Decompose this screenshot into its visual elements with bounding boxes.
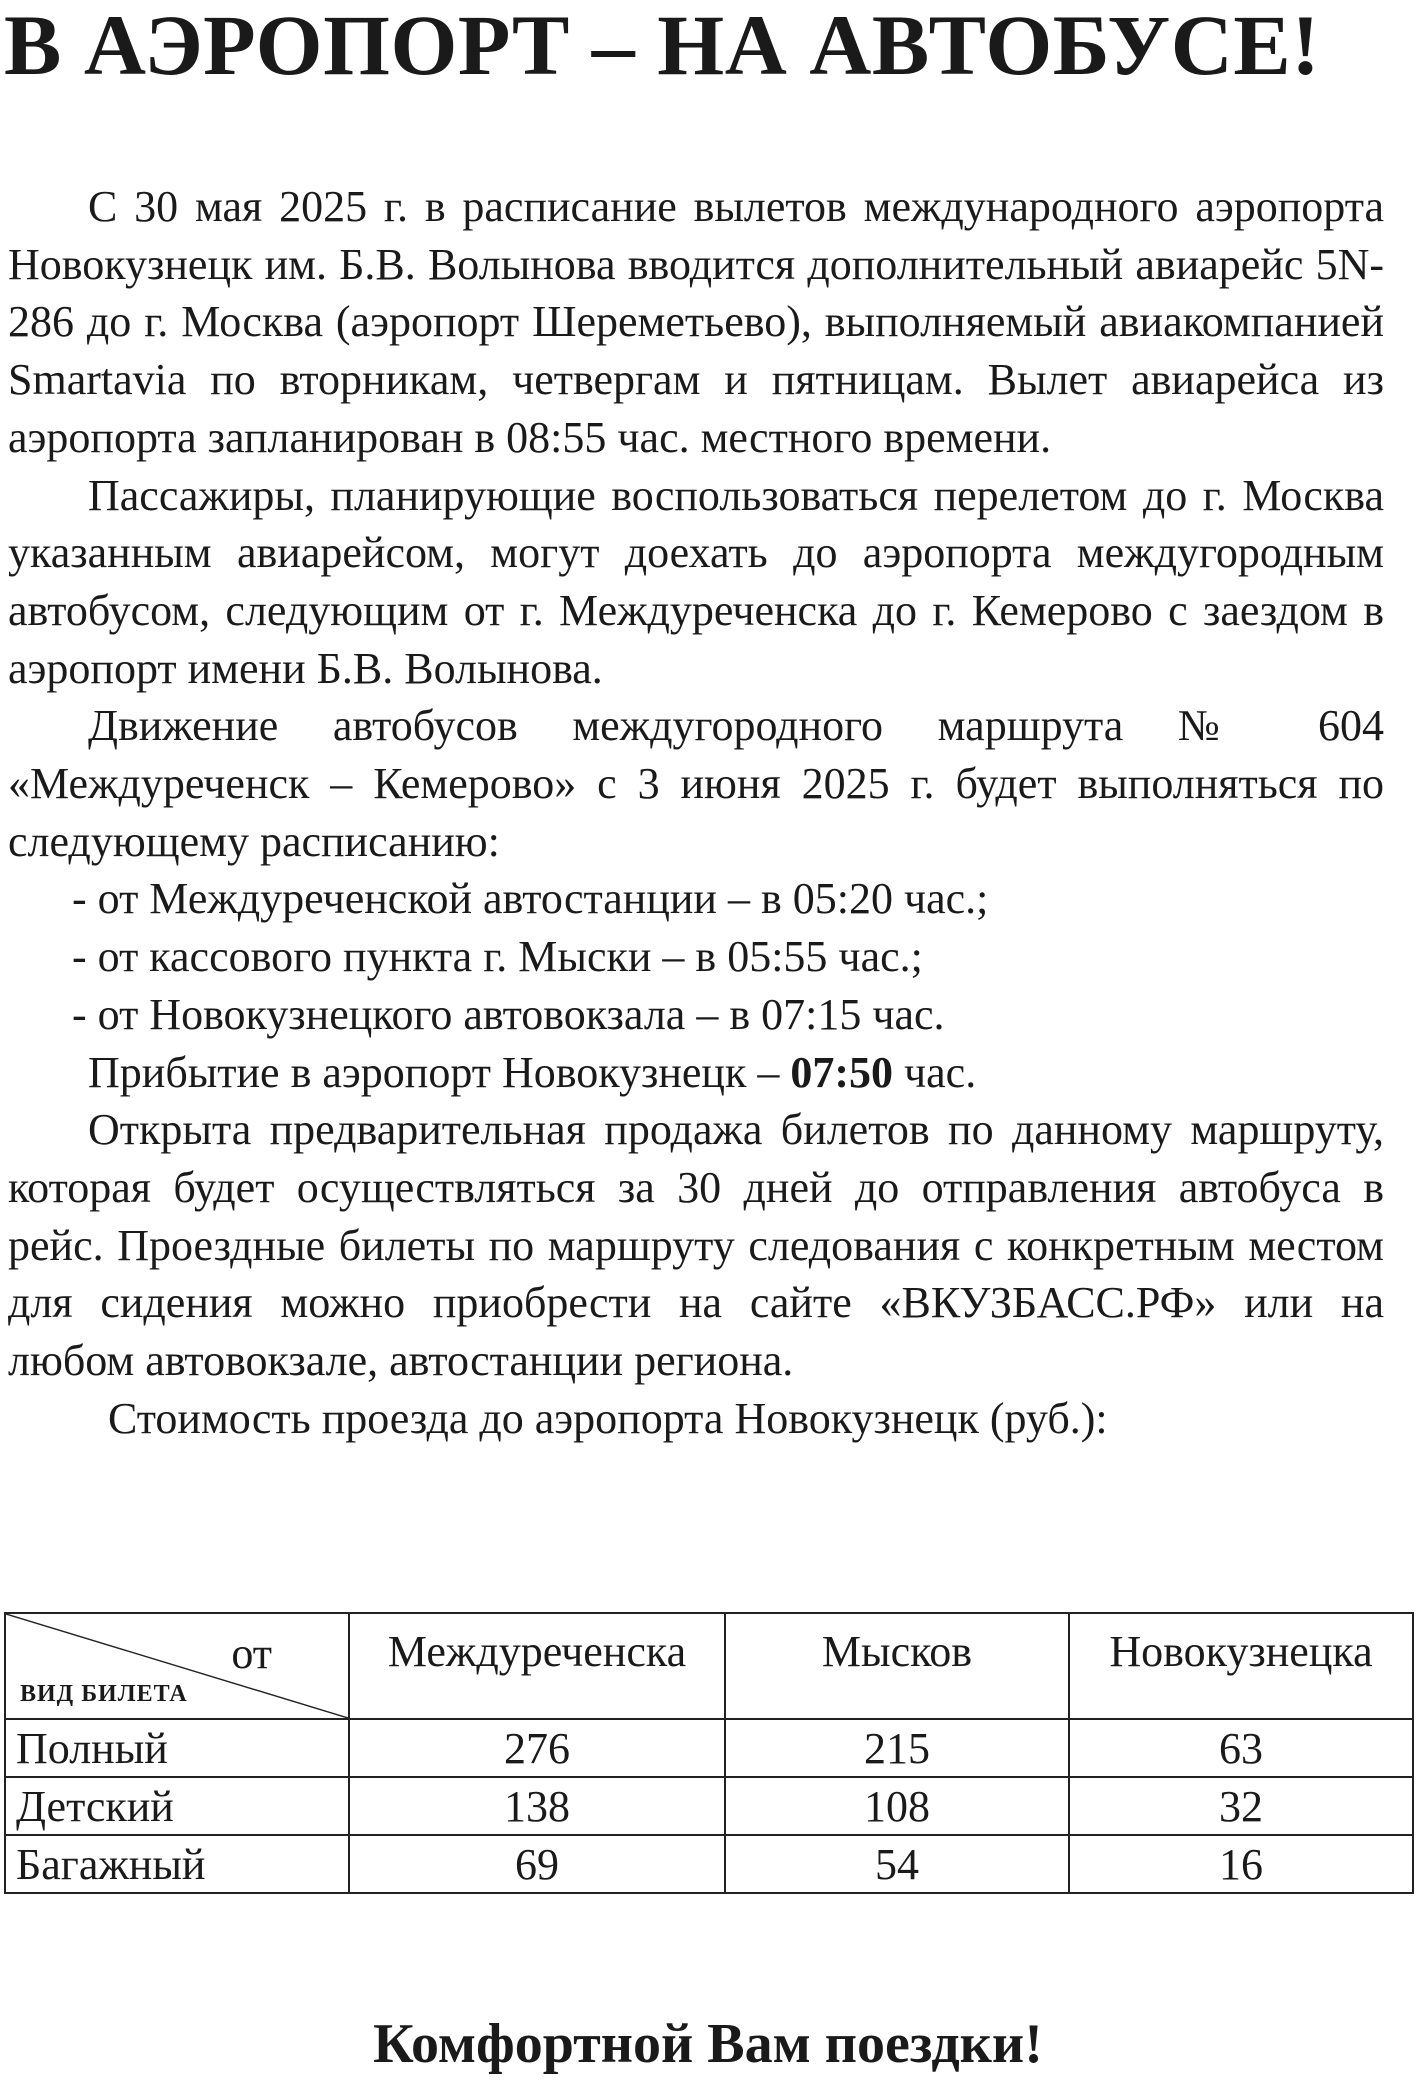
fare-value: 63 bbox=[1069, 1719, 1413, 1777]
paragraph-ticket-sales: Открыта предварительная продажа билетов по данному маршруту, которая будет осуществляться за 30 дней до отправления автобуса в рейс. Проездные билеты по маршруту следования с конкретным местом для сидения можно приобрести на сайте «ВКУЗБАСС.РФ» или на любом автовокзале, автостанции региона. bbox=[8, 1105, 1384, 1386]
fare-table bbox=[4, 1612, 1414, 1894]
fare-table-header bbox=[5, 1613, 1413, 1719]
ticket-kind: Полный bbox=[5, 1719, 349, 1777]
column-mezhdurechensk: Междуреченска bbox=[349, 1613, 725, 1719]
corner-ticket-kind-label: ВИД БИЛЕТА bbox=[20, 1681, 188, 1707]
fare-value: 276 bbox=[349, 1719, 725, 1777]
column-myski: Мысков bbox=[725, 1613, 1069, 1719]
fare-value: 108 bbox=[725, 1777, 1069, 1835]
table-row-child bbox=[5, 1777, 1413, 1835]
paragraph-new-flight: С 30 мая 2025 г. в расписание вылетов международного аэропорта Новокузнецк им. Б.В. Волынова вводится дополнительный авиарейс 5N-286 до г. Москва (аэропорт Шереметьево), выполняемый авиакомпанией Smartavia по вторникам, четвергам и пятницам. Вылет авиарейса из аэропорта запланирован в 08:55 час. местного времени. bbox=[8, 182, 1384, 462]
notice-body bbox=[8, 178, 1384, 1447]
schedule-item-myski: - от кассового пункта г. Мыски – в 05:55 час.; bbox=[72, 932, 923, 982]
paragraph-route-schedule: Движение автобусов междугородного маршрута № 604 «Междуреченск – Кемерово» с 3 июня 2025 г. будет выполняться по следующему расписанию: bbox=[8, 701, 1384, 866]
arrival-suffix: час. bbox=[904, 1047, 977, 1097]
fare-value: 32 bbox=[1069, 1777, 1413, 1835]
fare-value: 54 bbox=[725, 1835, 1069, 1893]
fare-value: 16 bbox=[1069, 1835, 1413, 1893]
ticket-kind: Багажный bbox=[5, 1835, 349, 1893]
ticket-kind: Детский bbox=[5, 1777, 349, 1835]
fare-value: 138 bbox=[349, 1777, 725, 1835]
cost-heading: Стоимость проезда до аэропорта Новокузнецк (руб.): bbox=[108, 1393, 1108, 1443]
fare-value: 215 bbox=[725, 1719, 1069, 1777]
fare-value: 69 bbox=[349, 1835, 725, 1893]
paragraph-bus-option: Пассажиры, планирующие воспользоваться перелетом до г. Москва указанным авиарейсом, могут доехать до аэропорта междугородным автобусом, следующим от г. Междуреченска до г. Кемерово с заездом в аэропорт имени Б.В. Волынова. bbox=[8, 470, 1384, 693]
table-row-baggage bbox=[5, 1835, 1413, 1893]
arrival-time: 07:50 bbox=[790, 1047, 894, 1097]
arrival-prefix: Прибытие в аэропорт Новокузнецк – bbox=[88, 1047, 780, 1097]
table-row-full bbox=[5, 1719, 1413, 1777]
corner-from-label: от bbox=[231, 1629, 272, 1678]
notice-title: В АЭРОПОРТ – НА АВТОБУСЕ! bbox=[4, 0, 1321, 93]
arrival-line bbox=[8, 1044, 1384, 1102]
column-novokuznetsk: Новокузнецка bbox=[1069, 1613, 1413, 1719]
schedule-item-novokuznetsk: - от Новокузнецкого автовокзала – в 07:15 час. bbox=[72, 989, 945, 1039]
schedule-item-mezhdurechensk: - от Междуреченской автостанции – в 05:20 час.; bbox=[72, 874, 989, 924]
fare-table-corner bbox=[5, 1613, 349, 1719]
footer-wish: Комфортной Вам поездки! bbox=[373, 2013, 1043, 2075]
